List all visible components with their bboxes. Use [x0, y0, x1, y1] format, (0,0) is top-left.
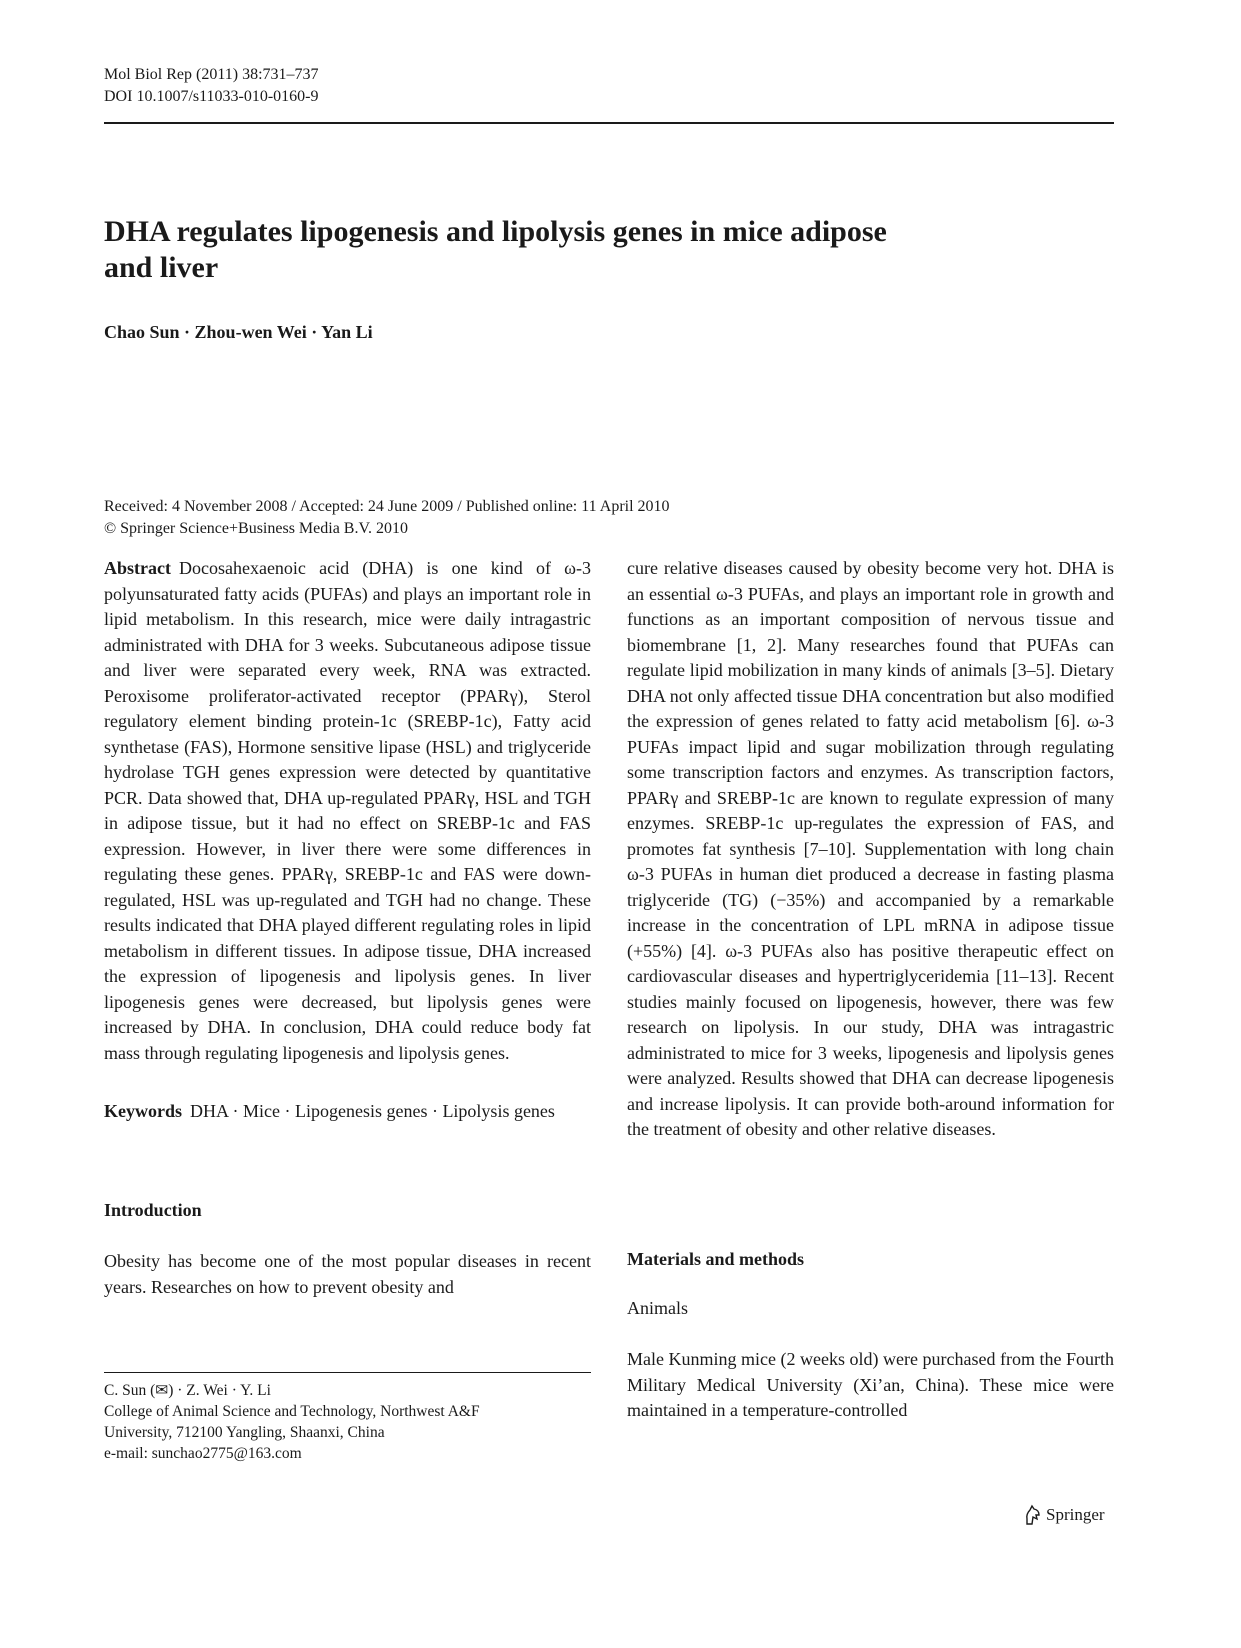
article-title — [104, 214, 1114, 286]
received-accepted-published: Received: 4 November 2008 / Accepted: 24 June 2009 / Published online: 11 April 2010 — [104, 498, 670, 515]
journal-header — [104, 64, 319, 108]
copyright: © Springer Science+Business Media B.V. 2010 — [104, 520, 408, 537]
title-line-2: and liver — [104, 251, 219, 284]
keywords-text: DHA · Mice · Lipogenesis genes · Lipolysis genes — [190, 1101, 555, 1121]
affiliation-email: e-mail: sunchao2775@163.com — [104, 1445, 302, 1462]
affiliation-college: College of Animal Science and Technology, Northwest A&F — [104, 1403, 480, 1420]
abstract-text: Docosahexaenoic acid (DHA) is one kind of ω-3 polyunsaturated fatty acids (PUFAs) and plays an important role in lipid metabolism. In this research, mice were daily intragastric administrated with DHA for 3 weeks. Subcutaneous adipose tissue and liver were separated every week, RNA was extracted. Peroxisome proliferator-activated receptor (PPARγ), Sterol regulatory element binding protein-1c (SREBP-1c), Fatty acid synthetase (FAS), Hormone sensitive lipase (HSL) and triglyceride hydrolase TGH genes expression were detected by quantitative PCR. Data showed that, DHA up-regulated PPARγ, HSL and TGH in adipose tissue, but it had no effect on SREBP-1c and FAS expression. However, in liver there were some differences in regulating these genes. PPARγ, SREBP-1c and FAS were down-regulated, HSL was up-regulated and TGH had no change. These results indicated that DHA played different regulating roles in lipid metabolism in different tissues. In adipose tissue, DHA increased the expression of lipogenesis and lipolysis genes. In liver lipogenesis genes were decreased, but lipolysis genes were increased by DHA. In conclusion, DHA could reduce body fat mass through regulating lipogenesis and lipolysis genes. — [104, 558, 591, 1063]
title-line-1: DHA regulates lipogenesis and lipolysis genes in mice adipose — [104, 215, 887, 248]
keywords-heading: Keywords — [104, 1101, 182, 1121]
publisher-name: Springer — [1046, 1505, 1105, 1524]
authors: Chao Sun · Zhou-wen Wei · Yan Li — [104, 322, 373, 342]
publication-dates — [104, 496, 670, 540]
doi: DOI 10.1007/s11033-010-0160-9 — [104, 88, 319, 105]
affiliation-address: University, 712100 Yangling, Shaanxi, China — [104, 1424, 385, 1441]
abstract-heading: Abstract — [104, 558, 171, 578]
springer-knight-icon — [1024, 1504, 1042, 1526]
footnote-rule — [104, 1372, 591, 1373]
author-affiliation — [104, 1380, 480, 1464]
introduction-text-left: Obesity has become one of the most popular diseases in recent years. Researches on how to prevent obesity and — [104, 1251, 591, 1297]
journal-citation: Mol Biol Rep (2011) 38:731–737 — [104, 66, 319, 83]
introduction-text-right: cure relative diseases caused by obesity become very hot. DHA is an essential ω-3 PUFAs, and plays an important role in growth and functions as an important composition of nervous tissue and biomembrane [1, 2]. Many researches found that PUFAs can regulate lipid mobilization in many kinds of animals [3–5]. Dietary DHA not only affected tissue DHA concentration but also modified the expression of genes related to fatty acid metabolism [6]. ω-3 PUFAs impact lipid and sugar mobilization through regulating some transcription factors and enzymes. As transcription factors, PPARγ and SREBP-1c are known to regulate expression of many enzymes. SREBP-1c up-regulates the expression of FAS, and promotes fat synthesis [7–10]. Supplementation with long chain ω-3 PUFAs in human diet produced a decrease in fasting plasma triglyceride (TG) (−35%) and accompanied by a remarkable increase in the concentration of LPL mRNA in adipose tissue (+55%) [4]. ω-3 PUFAs also has positive therapeutic effect on cardiovascular diseases and hypertriglyceridemia [11–13]. Recent studies mainly focused on lipogenesis, however, there was few research on lipolysis. In our study, DHA was intragastric administrated to mice for 3 weeks, lipogenesis and lipolysis genes were analyzed. Results showed that DHA can decrease lipogenesis and increase lipolysis. It can provide both-around information for the treatment of obesity and other relative diseases. — [627, 558, 1114, 1139]
affiliation-authors: C. Sun (✉) · Z. Wei · Y. Li — [104, 1382, 271, 1399]
abstract — [104, 556, 591, 1066]
methods-heading: Materials and methods — [627, 1249, 804, 1269]
header-rule — [104, 122, 1114, 124]
introduction-heading: Introduction — [104, 1200, 202, 1220]
animals-subheading: Animals — [627, 1298, 688, 1318]
methods-text: Male Kunming mice (2 weeks old) were purchased from the Fourth Military Medical University (Xi’an, China). These mice were maintained in a temperature-controlled — [627, 1349, 1114, 1420]
keywords — [104, 1099, 591, 1125]
publisher-logo — [1024, 1504, 1105, 1526]
